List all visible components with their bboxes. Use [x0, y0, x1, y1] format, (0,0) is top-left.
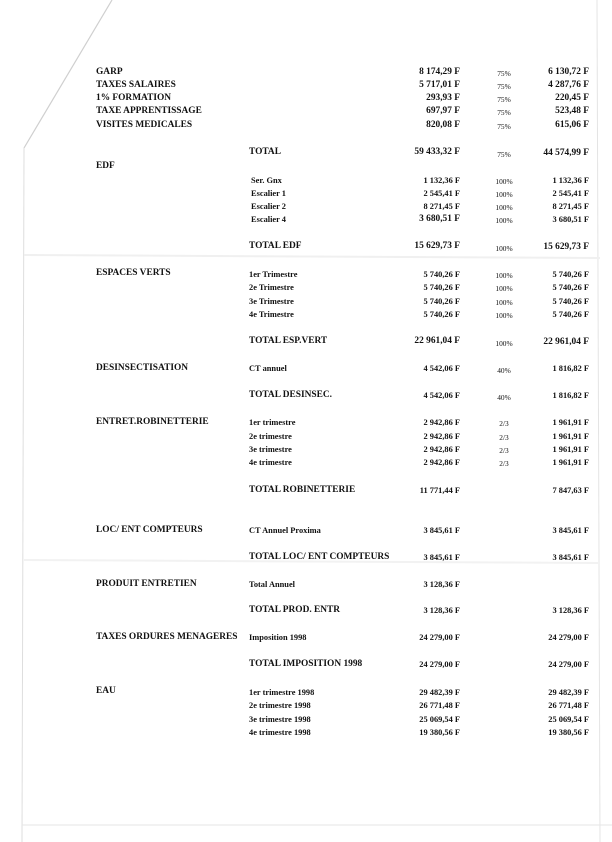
- total-amount: 15 629,73 F: [414, 241, 460, 251]
- row-share: 3 680,51 F: [552, 215, 589, 224]
- row-amount: 3 845,61 F: [423, 526, 460, 535]
- total-percent: 40%: [497, 393, 511, 402]
- item-share: 220,45 F: [555, 93, 589, 103]
- row-share: 5 740,26 F: [552, 270, 589, 279]
- row-amount: 3 680,51 F: [419, 214, 460, 224]
- row-share: 1 961,91 F: [552, 418, 589, 427]
- total-amount: 3 128,36 F: [423, 606, 460, 615]
- total-amount: 24 279,00 F: [419, 660, 460, 669]
- total-amount: 59 433,32 F: [414, 147, 460, 157]
- row-amount: 2 942,86 F: [423, 432, 460, 441]
- section-title: EDF: [96, 161, 115, 171]
- item-label: TAXE APPRENTISSAGE: [96, 106, 202, 116]
- row-share: 1 816,82 F: [552, 364, 589, 373]
- row-amount: 2 942,86 F: [423, 458, 460, 467]
- row-label: Total Annuel: [249, 580, 296, 589]
- row-label: 4e Trimestre: [249, 310, 294, 319]
- row-label: 4e trimestre: [249, 458, 292, 467]
- item-percent: 75%: [497, 82, 511, 91]
- item-percent: 75%: [497, 69, 511, 78]
- row-share: 5 740,26 F: [552, 283, 589, 292]
- row-share: 1 961,91 F: [552, 432, 589, 441]
- total-label: TOTAL ROBINETTERIE: [249, 485, 356, 495]
- row-share: 5 740,26 F: [552, 310, 589, 319]
- row-share: 5 740,26 F: [552, 297, 589, 306]
- total-label: TOTAL PROD. ENTR: [249, 605, 341, 615]
- row-label: CT annuel: [249, 364, 287, 373]
- row-share: 25 069,54 F: [548, 715, 589, 724]
- row-amount: 19 380,56 F: [419, 728, 460, 737]
- row-percent: 2/3: [499, 419, 509, 428]
- section-title: PRODUIT ENTRETIEN: [96, 579, 197, 589]
- total-share: 7 847,63 F: [552, 486, 589, 495]
- section-title: LOC/ ENT COMPTEURS: [96, 525, 203, 535]
- total-amount: 22 961,04 F: [414, 336, 460, 346]
- row-percent: 100%: [495, 216, 513, 225]
- item-label: 1% FORMATION: [96, 93, 172, 103]
- item-amount: 8 174,29 F: [419, 67, 460, 77]
- total-label: TOTAL IMPOSITION 1998: [249, 659, 363, 669]
- row-amount: 2 942,86 F: [423, 418, 460, 427]
- item-share: 6 130,72 F: [548, 67, 589, 77]
- total-share: 22 961,04 F: [543, 337, 589, 347]
- row-share: 2 545,41 F: [552, 189, 589, 198]
- item-amount: 820,08 F: [426, 120, 460, 130]
- row-amount: 4 542,06 F: [423, 364, 460, 373]
- total-label: TOTAL DESINSEC.: [249, 390, 333, 400]
- row-amount: 5 740,26 F: [423, 297, 460, 306]
- item-amount: 697,97 F: [426, 106, 460, 116]
- row-label: 3e trimestre: [249, 445, 292, 454]
- row-percent: 40%: [497, 366, 511, 375]
- item-percent: 75%: [497, 122, 511, 131]
- row-label: 2e trimestre 1998: [249, 701, 311, 710]
- row-percent: 2/3: [499, 459, 509, 468]
- row-percent: 100%: [495, 284, 513, 293]
- total-share: 44 574,99 F: [543, 148, 589, 158]
- item-share: 615,06 F: [555, 120, 589, 130]
- row-label: CT Annuel Proxima: [249, 526, 321, 535]
- row-amount: 5 740,26 F: [423, 310, 460, 319]
- row-share: 1 132,36 F: [552, 176, 589, 185]
- row-percent: 100%: [495, 203, 513, 212]
- section-title: EAU: [96, 686, 116, 696]
- item-share: 523,48 F: [555, 106, 589, 116]
- row-percent: 100%: [495, 311, 513, 320]
- row-label: Escalier 2: [251, 202, 286, 211]
- row-label: Escalier 1: [251, 189, 286, 198]
- row-share: 24 279,00 F: [548, 633, 589, 642]
- total-label: TOTAL LOC/ ENT COMPTEURS: [249, 552, 390, 562]
- total-share: 3 128,36 F: [552, 606, 589, 615]
- row-percent: 2/3: [499, 446, 509, 455]
- row-amount: 8 271,45 F: [423, 202, 460, 211]
- row-percent: 100%: [495, 271, 513, 280]
- row-label: 2e Trimestre: [249, 283, 294, 292]
- total-label: TOTAL ESP.VERT: [249, 336, 328, 346]
- item-percent: 75%: [497, 95, 511, 104]
- row-amount: 24 279,00 F: [419, 633, 460, 642]
- row-label: 1er Trimestre: [249, 270, 298, 279]
- row-amount: 5 740,26 F: [423, 283, 460, 292]
- row-amount: 1 132,36 F: [423, 176, 460, 185]
- total-share: 3 845,61 F: [552, 553, 589, 562]
- row-amount: 29 482,39 F: [419, 688, 460, 697]
- section-title: ESPACES VERTS: [96, 268, 171, 278]
- row-share: 1 961,91 F: [552, 458, 589, 467]
- row-label: 1er trimestre: [249, 418, 296, 427]
- total-label: TOTAL: [249, 147, 281, 157]
- row-label: Imposition 1998: [249, 633, 307, 642]
- total-share: 24 279,00 F: [548, 660, 589, 669]
- row-amount: 2 545,41 F: [423, 189, 460, 198]
- row-share: 29 482,39 F: [548, 688, 589, 697]
- row-share: 1 961,91 F: [552, 445, 589, 454]
- total-label: TOTAL EDF: [249, 241, 302, 251]
- row-label: Ser. Gnx: [251, 176, 282, 185]
- row-label: Escalier 4: [251, 215, 286, 224]
- total-amount: 4 542,06 F: [423, 391, 460, 400]
- total-percent: 100%: [495, 339, 513, 348]
- row-label: 2e trimestre: [249, 432, 292, 441]
- row-amount: 2 942,86 F: [423, 445, 460, 454]
- row-percent: 2/3: [499, 433, 509, 442]
- row-label: 1er trimestre 1998: [249, 688, 315, 697]
- row-amount: 26 771,48 F: [419, 701, 460, 710]
- item-percent: 75%: [497, 108, 511, 117]
- row-percent: 100%: [495, 190, 513, 199]
- item-share: 4 287,76 F: [548, 80, 589, 90]
- item-amount: 293,93 F: [426, 93, 460, 103]
- item-amount: 5 717,01 F: [419, 80, 460, 90]
- row-percent: 100%: [495, 298, 513, 307]
- item-label: TAXES SALAIRES: [96, 80, 176, 90]
- row-share: 8 271,45 F: [552, 202, 589, 211]
- total-percent: 100%: [495, 244, 513, 253]
- total-share: 1 816,82 F: [552, 391, 589, 400]
- total-amount: 3 845,61 F: [423, 553, 460, 562]
- row-amount: 3 128,36 F: [423, 580, 460, 589]
- row-share: 3 845,61 F: [552, 526, 589, 535]
- total-percent: 75%: [497, 150, 511, 159]
- row-share: 19 380,56 F: [548, 728, 589, 737]
- section-title: ENTRET.ROBINETTERIE: [96, 417, 209, 427]
- row-label: 3e trimestre 1998: [249, 715, 311, 724]
- total-share: 15 629,73 F: [543, 242, 589, 252]
- section-title: TAXES ORDURES MENAGERES: [96, 632, 238, 642]
- section-title: DESINSECTISATION: [96, 363, 189, 373]
- item-label: VISITES MEDICALES: [96, 120, 193, 130]
- row-amount: 5 740,26 F: [423, 270, 460, 279]
- row-label: 3e Trimestre: [249, 297, 294, 306]
- row-share: 26 771,48 F: [548, 701, 589, 710]
- row-label: 4e trimestre 1998: [249, 728, 311, 737]
- item-label: GARP: [96, 67, 123, 77]
- total-amount: 11 771,44 F: [419, 486, 460, 495]
- row-percent: 100%: [495, 177, 513, 186]
- row-amount: 25 069,54 F: [419, 715, 460, 724]
